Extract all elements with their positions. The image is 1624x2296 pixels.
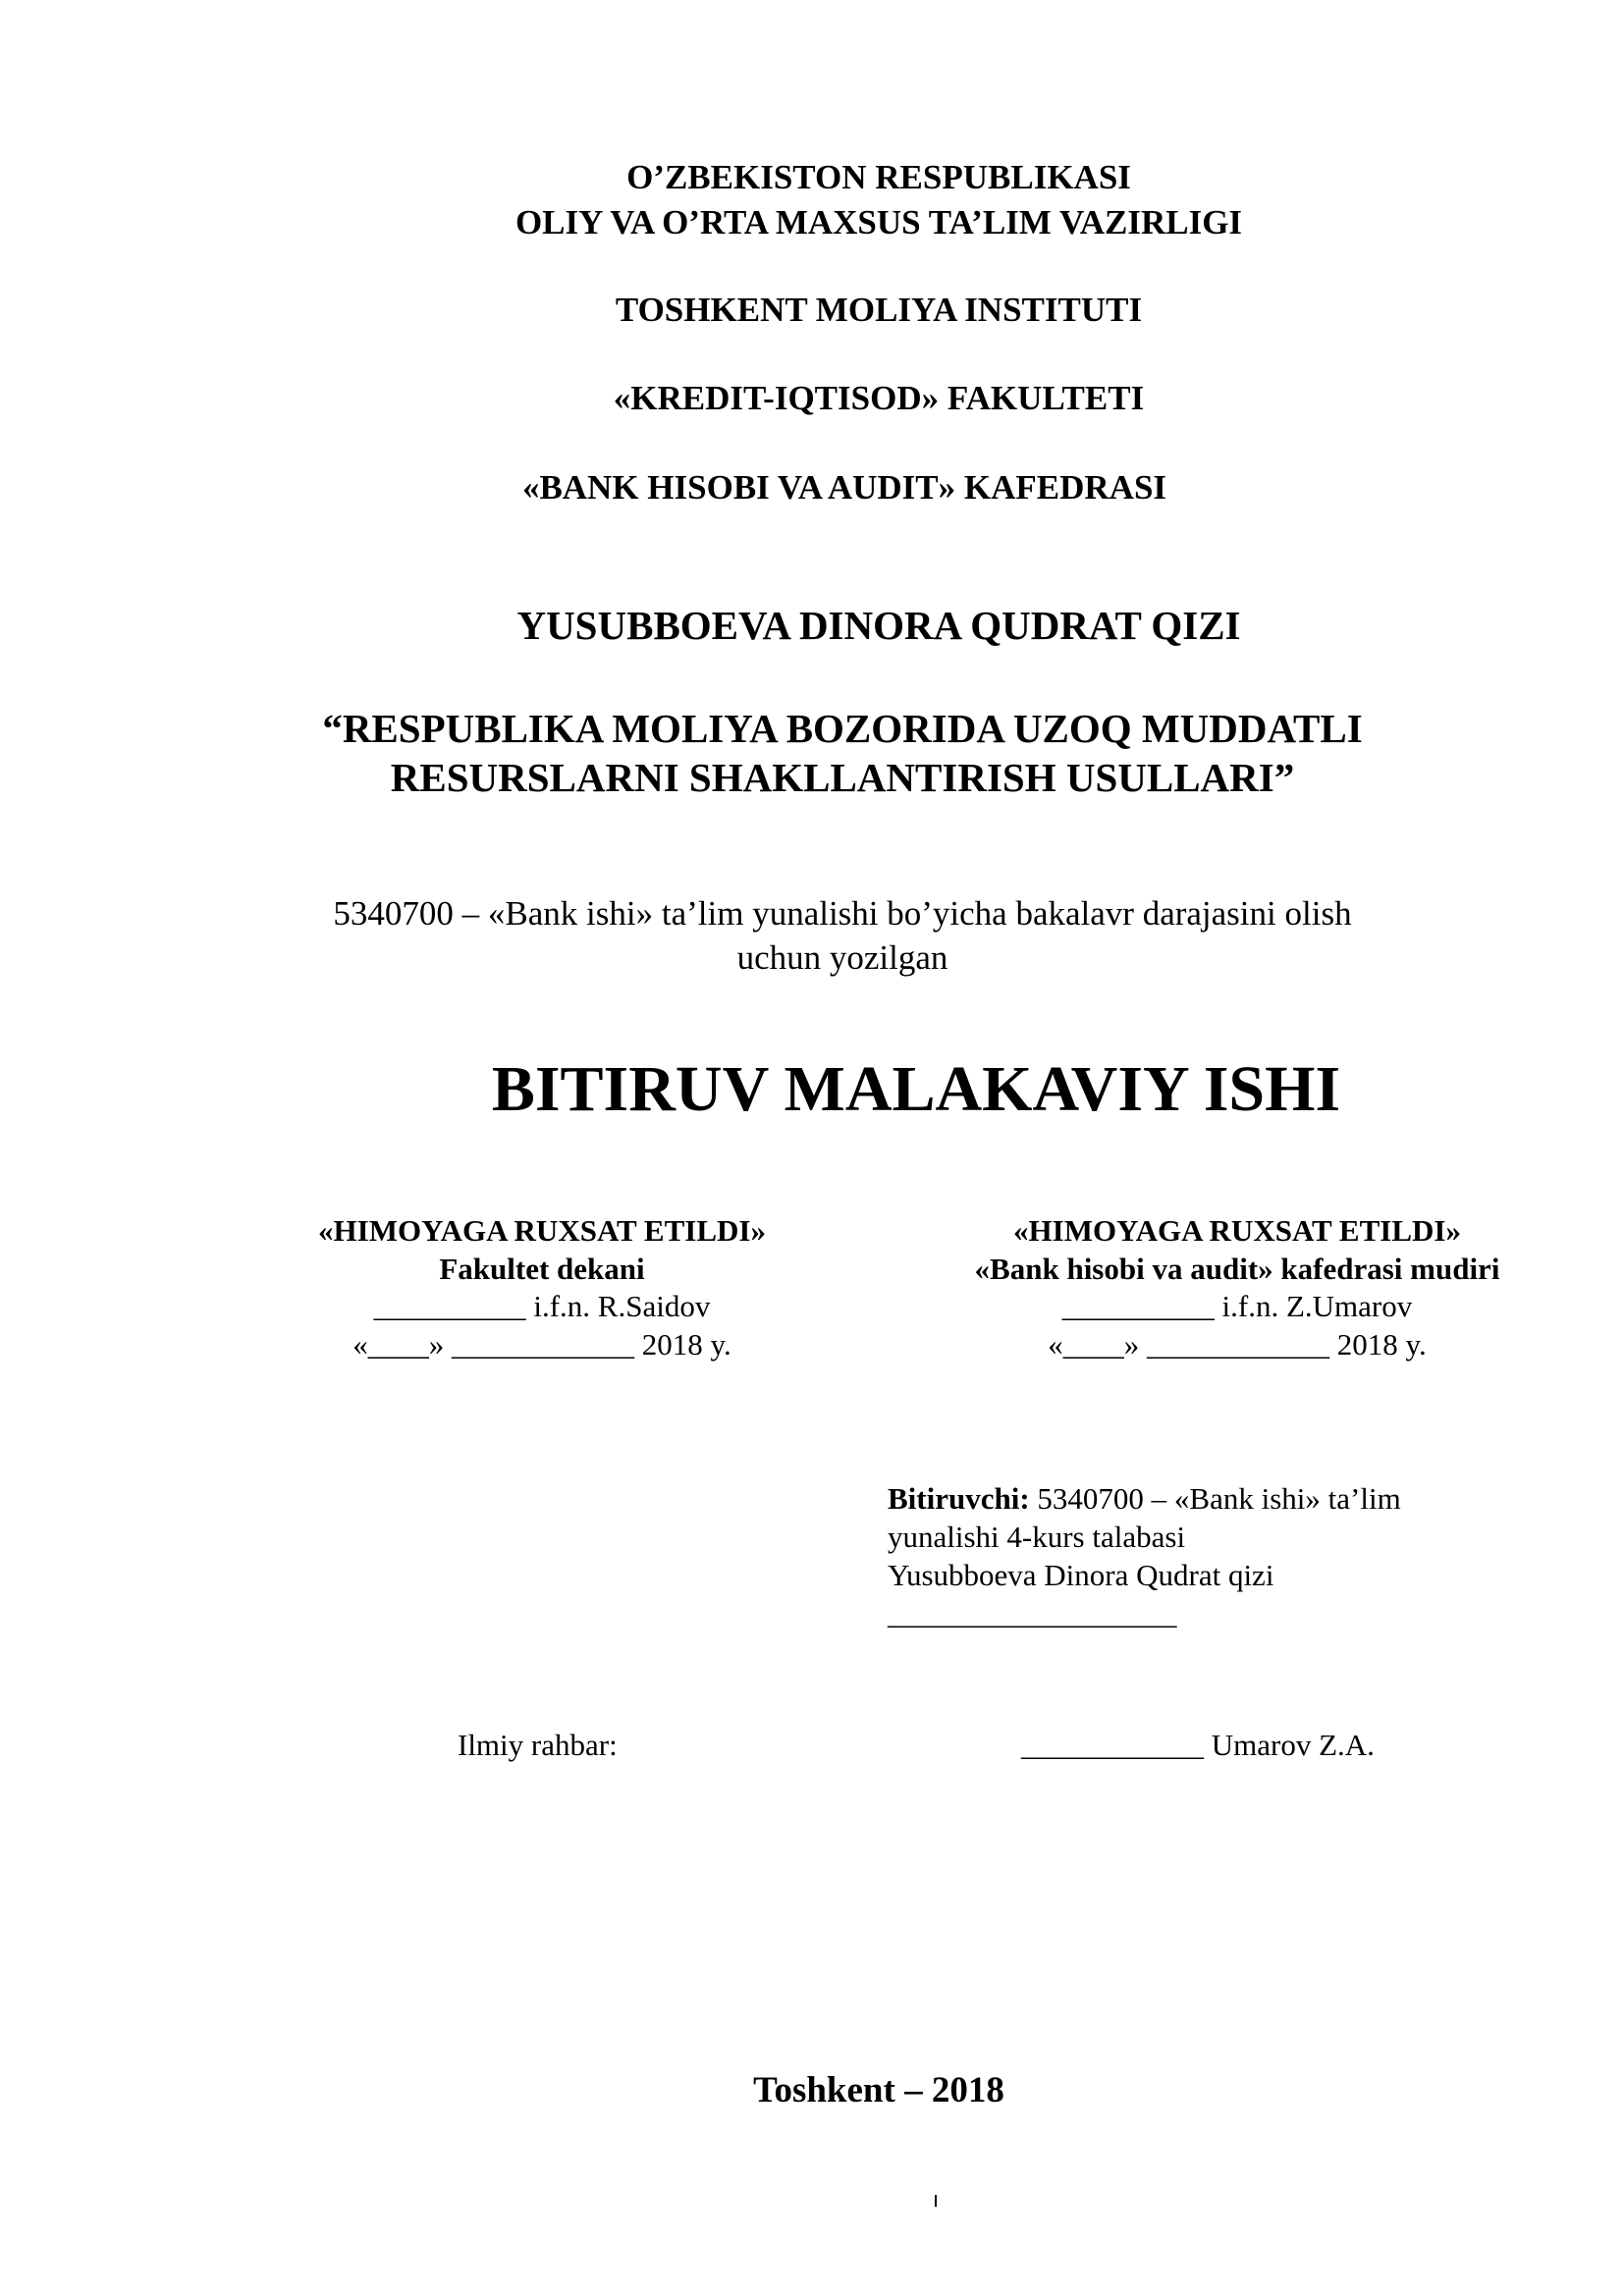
approval-head-of-department	[903, 1212, 1571, 1363]
page-mark	[935, 2195, 937, 2207]
supervisor-signature: ____________ Umarov Z.A.	[1021, 1728, 1375, 1762]
approval-dean-heading: «HIMOYAGA RUXSAT ETILDI»	[318, 1213, 766, 1248]
approval-head-date: «____» ____________ 2018 y.	[1048, 1326, 1427, 1362]
graduate-line-1	[888, 1479, 1496, 1518]
author-name: YUSUBBOEVA DINORA QUDRAT QIZI	[516, 603, 1241, 648]
approval-head-role: «Bank hisobi va audit» kafedrasi mudiri	[974, 1251, 1500, 1286]
graduate-label: Bitiruvchi:	[888, 1481, 1030, 1516]
approval-head-heading: «HIMOYAGA RUXSAT ETILDI»	[1013, 1213, 1461, 1248]
approval-dean-signature: __________ i.f.n. R.Saidov	[373, 1289, 711, 1323]
department-heading: «BANK HISOBI VA AUDIT» KAFEDRASI	[521, 468, 1167, 507]
city-year: Toshkent – 2018	[753, 2070, 1004, 2110]
graduate-info	[888, 1479, 1496, 1632]
graduate-name: Yusubboeva Dinora Qudrat qizi	[888, 1558, 1274, 1592]
thesis-title-line-1: “RESPUBLIKA MOLIYA BOZORIDA UZOQ MUDDATLI	[322, 706, 1363, 751]
work-type-title: BITIRUV MALAKAVIY ISHI	[491, 1053, 1341, 1125]
ministry-heading: OLIY VA O’RTA MAXSUS TA’LIM VAZIRLIGI	[514, 203, 1243, 241]
faculty-heading: «KREDIT-IQTISOD» FAKULTETI	[613, 379, 1145, 417]
approval-dean-date: «____» ____________ 2018 y.	[352, 1326, 731, 1362]
purpose-line-1: 5340700 – «Bank ishi» ta’lim yunalishi bo’yicha bakalavr darajasini olish	[333, 894, 1352, 933]
graduate-line-2: yunalishi 4-kurs talabasi	[888, 1520, 1186, 1554]
institute-heading: TOSHKENT MOLIYA INSTITUTI	[615, 291, 1143, 329]
supervisor-label: Ilmiy rahbar:	[458, 1728, 618, 1762]
approval-dean	[247, 1212, 837, 1363]
thesis-title-line-2: RESURSLARNI SHAKLLANTIRISH USULLARI”	[390, 755, 1295, 800]
purpose-line-2: uchun yozilgan	[736, 938, 948, 977]
graduate-program: 5340700 – «Bank ishi» ta’lim	[1029, 1481, 1401, 1516]
approval-head-signature: __________ i.f.n. Z.Umarov	[1061, 1289, 1413, 1323]
graduate-signature-line: ___________________	[888, 1596, 1177, 1630]
approval-dean-role: Fakultet dekani	[439, 1251, 645, 1286]
country-heading: O’ZBEKISTON RESPUBLIKASI	[626, 158, 1131, 196]
